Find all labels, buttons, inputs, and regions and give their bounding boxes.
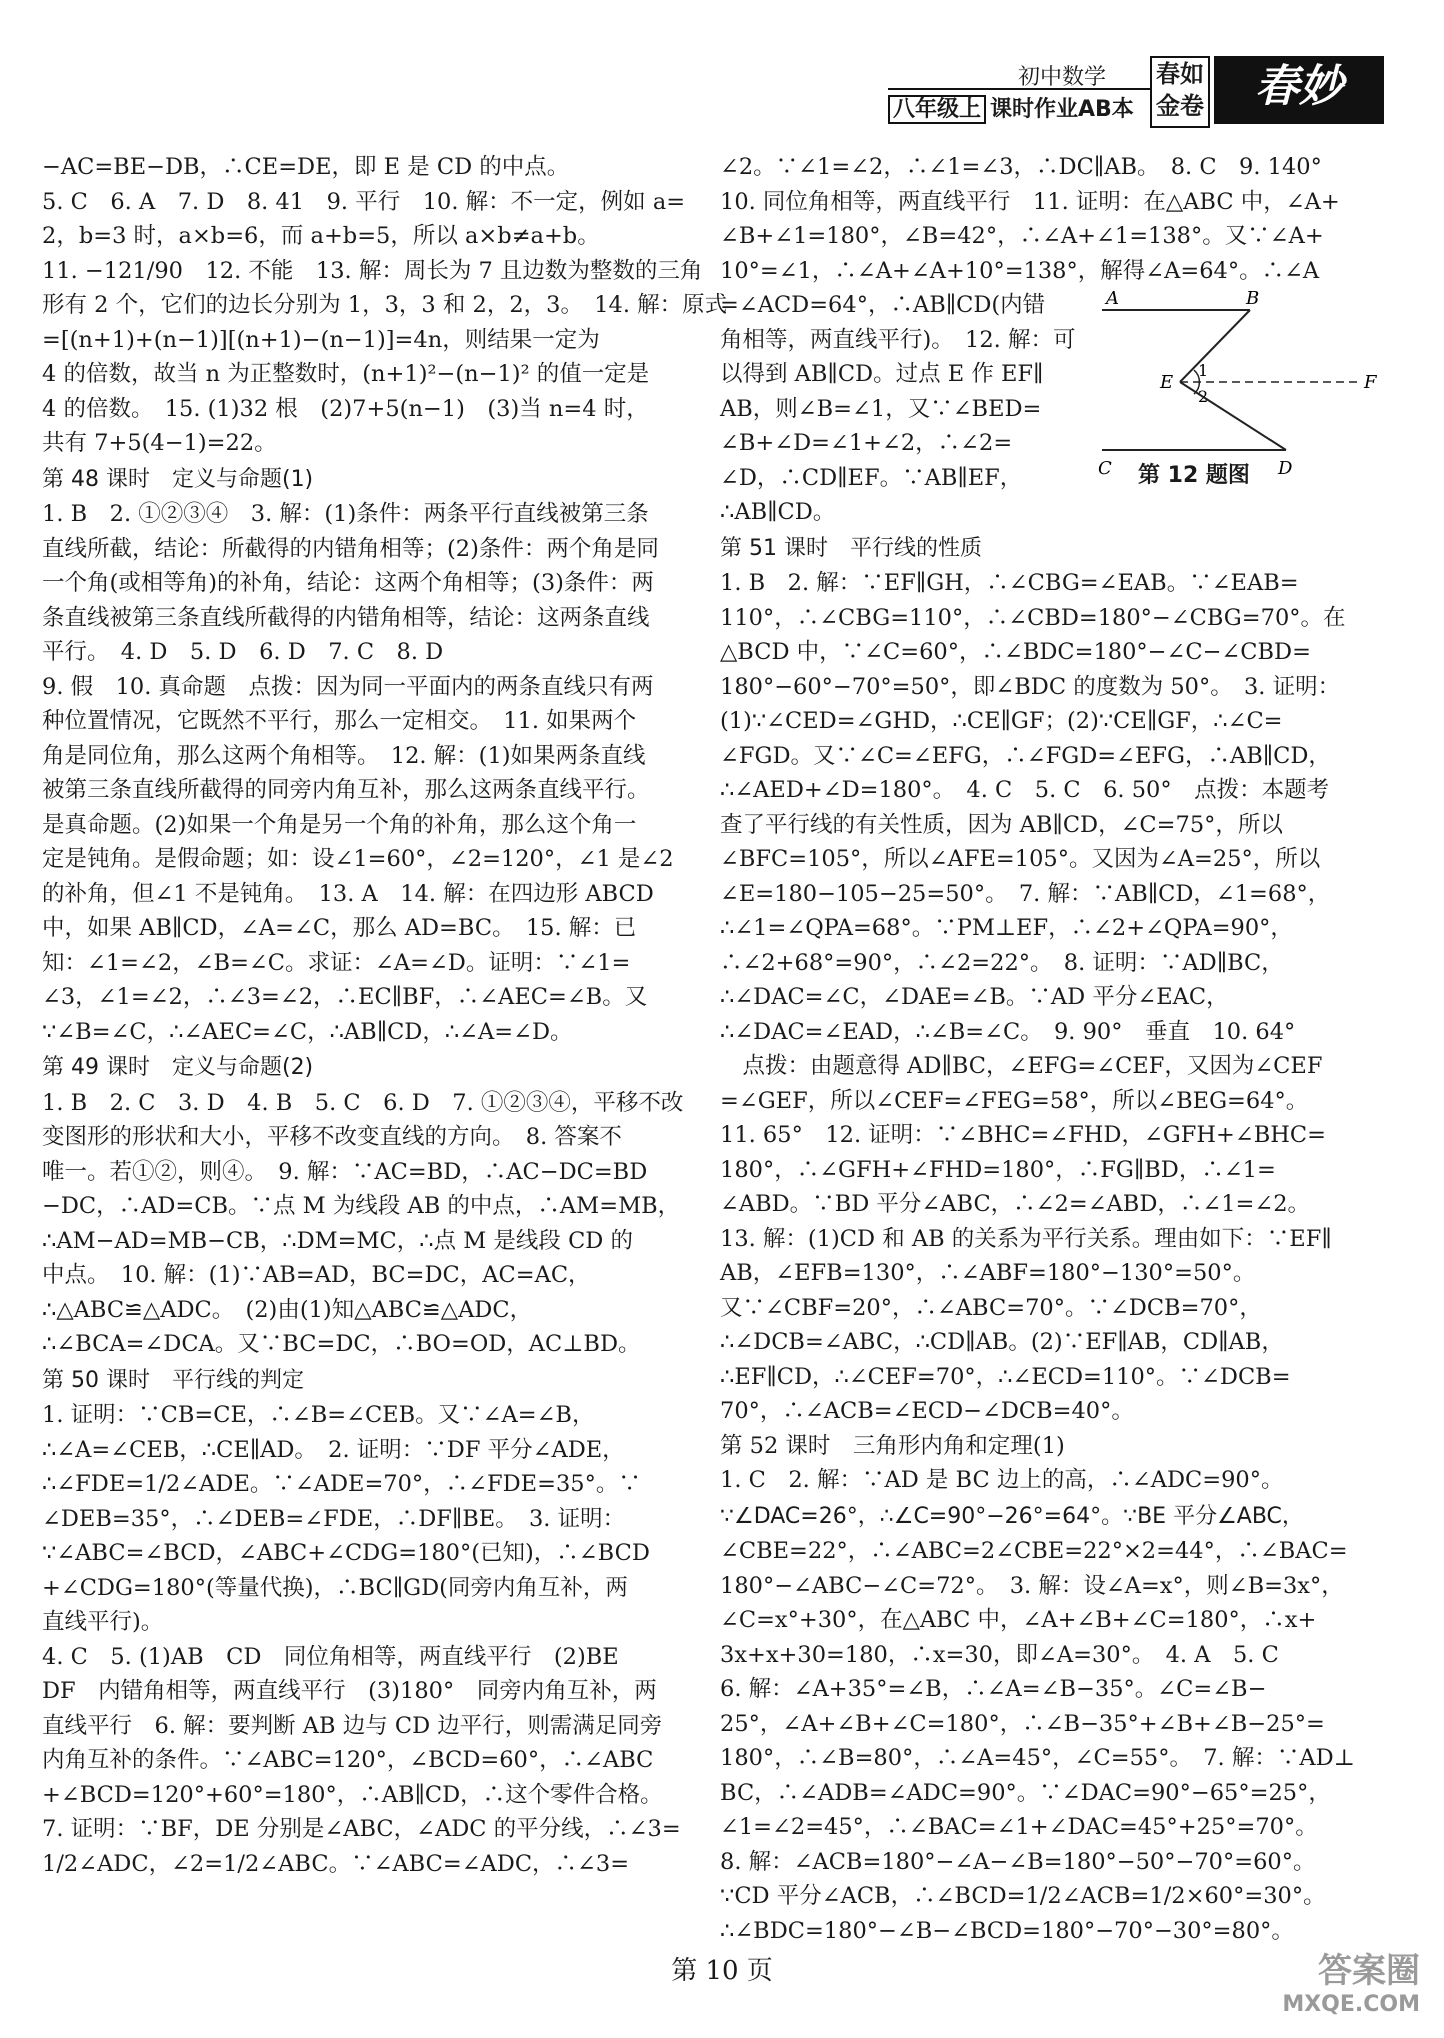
answer-line: 70°，∴∠ACB=∠ECD−∠DCB=40°。 [720,1398,1134,1424]
answer-line: ∴∠BCA=∠DCA。又∵BC=DC，∴BO=OD，AC⊥BD。 [42,1331,641,1357]
answer-line: BC，∴∠ADB=∠ADC=90°。∵∠DAC=90°−65°=25°， [720,1779,1331,1806]
label-c: C [1098,458,1112,479]
answer-line: ∴∠AED+∠D=180°。 4. C 5. C 6. 50° 点拨：本题考 [720,777,1330,803]
answer-line: 平行。 4. D 5. D 6. D 7. C 8. D [42,639,444,665]
answer-line: 180°−60°−70°=50°，即∠BDC 的度数为 50°。 3. 证明： [720,673,1341,700]
answer-line: 1. B 2. C 3. D 4. B 5. C 6. D 7. ①②③④，平移不改 [42,1089,684,1116]
answer-line: 1. B 2. 解：∵EF∥GH，∴∠CBG=∠EAB。∵∠EAB= [720,570,1299,596]
watermark [1170,1951,1420,2024]
answer-line: 直线所截，结论：所截得的内错角相等；(2)条件：两个角是同 [42,535,659,562]
answer-line: (1)∵∠CED=∠GHD，∴CE∥GF；(2)∵CE∥GF，∴∠C= [720,708,1283,734]
answer-line: 直线平行 6. 解：要判断 AB 边与 CD 边平行，则需满足同旁 [42,1712,663,1739]
header-series [888,92,1134,123]
answer-line: 被第三条直线所截得的同旁内角互补，那么这两条直线平行。 [42,777,650,803]
section-heading: 第 48 课时 定义与命题(1) [42,466,314,492]
answer-line: 变图形的形状和大小，平移不改变直线的方向。 8. 答案不 [42,1124,622,1150]
answer-line: 7. 证明：∵BF，DE 分别是∠ABC，∠ADC 的平分线，∴∠3= [42,1816,681,1842]
answer-line: ∠B+∠1=180°，∠B=42°，∴∠A+∠1=138°。又∵∠A+ [720,223,1324,249]
label-f: F [1364,372,1377,393]
answer-line: 种位置情况，它既然不平行，那么一定相交。 11. 如果两个 [42,708,637,734]
answer-line: ∠2。∵∠1=∠2，∴∠1=∠3，∴DC∥AB。 8. C 9. 140° [720,154,1322,180]
answer-line: 10. 同位角相等，两直线平行 11. 证明：在△ABC 中，∠A+ [720,188,1340,215]
header-divider [888,88,1150,90]
answer-line: −AC=BE−DB，∴CE=DE，即 E 是 CD 的中点。 [42,154,570,180]
figure-caption: 第 12 题图 [1138,463,1250,488]
answer-line: ∴△ABC≌△ADC。 (2)由(1)知△ABC≌△ADC， [42,1296,533,1323]
answer-line: 定是钝角。是假命题；如：设∠1=60°，∠2=120°，∠1 是∠2 [42,846,674,872]
label-b: B [1246,290,1260,309]
answer-line: 一个角(或相等角)的补角，结论：这两个角相等；(3)条件：两 [42,570,654,596]
answer-line: 4 的倍数。 15. (1)32 根 (2)7+5(n−1) (3)当 n=4 时， [42,395,649,422]
answer-line: 中，如果 AB∥CD，∠A=∠C，那么 AD=BC。 15. 解：已 [42,915,637,941]
answer-line: 共有 7+5(4−1)=22。 [42,430,277,456]
answer-line: ∴∠1=∠QPA=68°。∵PM⊥EF，∴∠2+∠QPA=90°， [720,915,1293,941]
answer-line: 4. C 5. (1)AB CD 同位角相等，两直线平行 (2)BE [42,1643,619,1670]
answer-line: ∠BFC=105°，所以∠AFE=105°。又因为∠A=25°，所以 [720,846,1321,872]
answer-line: =∠GEF，所以∠CEF=∠FEG=58°，所以∠BEG=64°。 [720,1087,1309,1114]
page-number: 第 10 页 [671,1956,773,1986]
answer-line: 8. 解：∠ACB=180°−∠A−∠B=180°−50°−70°=60°。 [720,1848,1316,1875]
answer-line: 唯一。若①②，则④。 9. 解：∵AC=BD，∴AC−DC=BD [42,1158,648,1185]
answer-line: 1/2∠ADC，∠2=1/2∠ABC。∵∠ABC=∠ADC，∴∠3= [42,1850,630,1877]
answer-line: 直线平行)。 [42,1609,164,1635]
answer-line: 2，b=3 时，a×b=6，而 a+b=5，所以 a×b≠a+b。 [42,223,600,249]
answer-line: 以得到 AB∥CD。过点 E 作 EF∥ [720,361,1044,387]
header-subject: 初中数学 [1018,65,1107,90]
answer-line: 180°，∴∠B=80°，∴∠A=45°，∠C=55°。 7. 解：∵AD⊥ [720,1745,1355,1771]
answer-line: 13. 解：(1)CD 和 AB 的关系为平行关系。理由如下：∵EF∥ [720,1225,1332,1252]
watermark-line2: MXQE.COM [1282,1992,1420,2017]
header-grade-badge: 八年级上 [888,95,986,124]
answer-line: 180°，∴∠GFH+∠FHD=180°，∴FG∥BD，∴∠1= [720,1156,1276,1183]
answer-line: 查了平行线的有关性质，因为 AB∥CD，∠C=75°，所以 [720,811,1283,838]
answer-line: 11. 65° 12. 证明：∵∠BHC=∠FHD，∠GFH+∠BHC= [720,1122,1326,1148]
answer-line: =[(n+1)+(n−1)][(n+1)−(n−1)]=4n，则结果一定为 [42,326,600,353]
answer-line: 11. −121/90 12. 不能 13. 解：周长为 7 且边数为整数的三角 [42,257,703,284]
answer-line: ∠C=x°+30°，在△ABC 中，∠A+∠B+∠C=180°，∴x+ [720,1607,1317,1633]
answer-line: AB，则∠B=∠1，又∵∠BED= [720,395,1042,422]
answer-line: +∠BCD=120°+60°=180°，∴AB∥CD，∴这个零件合格。 [42,1781,663,1808]
label-2: 2 [1198,387,1209,406]
watermark-line1: 答案圈 [1318,1951,1420,1991]
left-column [42,150,728,1881]
answer-line: ∠ABD。∵BD 平分∠ABC，∴∠2=∠ABD，∴∠1=∠2。 [720,1191,1311,1217]
page-header [888,0,1408,130]
answer-line: 1. C 2. 解：∵AD 是 BC 边上的高，∴∠ADC=90°。 [720,1467,1284,1493]
answer-line: ∵CD 平分∠ACB，∴∠BCD=1/2∠ACB=1/2×60°=30°。 [720,1883,1326,1909]
answer-line: 110°，∴∠CBG=110°，∴∠CBD=180°−∠CBG=70°。在 [720,604,1346,631]
section-heading: ∵∠DAC=26°，∴∠C=90°−26°=64°。∵BE 平分∠ABC， [720,1503,1304,1529]
answer-line: 10°=∠1，∴∠A+∠A+10°=138°，解得∠A=64°。∴∠A [720,257,1320,284]
answer-line: 角是同位角，那么这两个角相等。 12. 解：(1)如果两条直线 [42,742,646,769]
header-series-title: 课时作业AB本 [990,97,1134,122]
answer-line: 中点。 10. 解：(1)∵AB=AD，BC=DC，AC=AC， [42,1262,591,1288]
answer-line: 4 的倍数，故当 n 为正整数时，(n+1)²−(n−1)² 的值一定是 [42,361,650,387]
answer-line: 25°，∠A+∠B+∠C=180°，∴∠B−35°+∠B+∠B−25°= [720,1710,1325,1737]
section-heading: 第 49 课时 定义与命题(2) [42,1055,314,1080]
answer-line: 又∵∠CBF=20°，∴∠ABC=70°。∵∠DCB=70°， [720,1294,1262,1321]
segment-be [1180,310,1250,382]
answer-line: 是真命题。(2)如果一个角是另一个角的补角，那么这个角一 [42,811,637,838]
answer-line: ∠DEB=35°，∴∠DEB=∠FDE，∴DF∥BE。 3. 证明： [42,1505,626,1532]
answer-line: 条直线被第三条直线所截得的内错角相等，结论：这两条直线 [42,604,650,631]
answer-line: ∴∠DCB=∠ABC，∴CD∥AB。(2)∵EF∥AB，CD∥AB， [720,1329,1284,1355]
answer-line: △BCD 中，∵∠C=60°，∴∠BDC=180°−∠C−∠CBD= [720,639,1311,665]
answer-line: 内角互补的条件。∵∠ABC=120°，∠BCD=60°，∴∠ABC [42,1747,654,1773]
answer-line: ∴∠2+68°=90°，∴∠2=22°。 8. 证明：∵AD∥BC， [720,949,1284,976]
section-heading: 第 51 课时 平行线的性质 [720,535,982,561]
label-a: A [1106,290,1119,309]
answer-line: +∠CDG=180°(等量代换)，∴BC∥GD(同旁内角互补，两 [42,1574,628,1601]
answer-line: 1. 证明：∵CB=CE，∴∠B=∠CEB。又∵∠A=∠B， [42,1402,595,1428]
answer-line: 角相等，两直线平行)。 12. 解：可 [720,326,1076,353]
brand-bottom: 金卷 [1156,92,1204,120]
answer-line: 3x+x+30=180，∴x=30，即∠A=30°。 4. A 5. C [720,1641,1279,1668]
label-1: 1 [1198,361,1209,380]
answer-line: ∠3，∠1=∠2，∴∠3=∠2，∴EC∥BF，∴∠AEC=∠B。又 [42,984,648,1010]
answer-line: 180°−∠ABC−∠C=72°。 3. 解：设∠A=x°，则∠B=3x°， [720,1572,1344,1599]
answer-line: DF 内错角相等，两直线平行 (3)180° 同旁内角互补，两 [42,1678,657,1704]
answer-line: ∠E=180−105−25=50°。 7. 解：∵AB∥CD，∠1=68°， [720,880,1331,907]
answer-line: ∵∠B=∠C，∴∠AEC=∠C，∴AB∥CD，∴∠A=∠D。 [42,1018,573,1045]
answer-line: 点拨：由题意得 AD∥BC，∠EFG=∠CEF，又因为∠CEF [720,1053,1323,1079]
answer-line: −DC，∴AD=CB。∵点 M 为线段 AB 的中点，∴AM=MB， [42,1193,681,1219]
section-heading: 第 50 课时 平行线的判定 [42,1367,304,1393]
answer-line: ∴AB∥CD。 [720,499,836,525]
answer-line: ∠D，∴CD∥EF。∵AB∥EF， [720,464,1023,491]
answer-line: ∴∠BDC=180°−∠B−∠BCD=180°−70°−30°=80°。 [720,1917,1294,1944]
answer-line: ∵∠ABC=∠BCD，∠ABC+∠CDG=180°(已知)，∴∠BCD [42,1540,650,1566]
answer-line: 知：∠1=∠2，∠B=∠C。求证：∠A=∠D。证明：∵∠1= [42,949,631,976]
answer-line: 形有 2 个，它们的边长分别为 1，3，3 和 2，2，3。 14. 解：原式 [42,292,728,318]
answer-line: =∠ACD=64°，∴AB∥CD(内错 [720,292,1046,318]
label-d: D [1278,458,1293,479]
answer-line: ∴AM−AD=MB−CB，∴DM=MC，∴点 M 是线段 CD 的 [42,1227,633,1254]
answer-line: 的补角，但∠1 不是钝角。 13. A 14. 解：在四边形 ABCD [42,880,654,907]
answer-line: ∴∠FDE=1/2∠ADE。∵∠ADE=70°，∴∠FDE=35°。∵ [42,1471,641,1497]
header-brand-box [1150,56,1210,128]
answer-line: ∠B+∠D=∠1+∠2，∴∠2= [720,430,1013,456]
answer-line: 5. C 6. A 7. D 8. 41 9. 平行 10. 解：不一定，例如 a= [42,188,686,215]
answer-line: ∠FGD。又∵∠C=∠EFG，∴∠FGD=∠EFG，∴AB∥CD， [720,742,1331,769]
label-e: E [1160,372,1174,393]
answer-line: 9. 假 10. 真命题 点拨：因为同一平面内的两条直线只有两 [42,673,654,700]
answer-line: ∴∠DAC=∠C，∠DAE=∠B。∵AD 平分∠EAC， [720,984,1229,1010]
answer-line: ∠CBE=22°，∴∠ABC=2∠CBE=22°×2=44°，∴∠BAC= [720,1538,1348,1564]
answer-line: ∴∠DAC=∠EAD，∴∠B=∠C。 9. 90° 垂直 10. 64° [720,1018,1296,1045]
answer-line: ∴∠A=∠CEB，∴CE∥AD。 2. 证明：∵DF 平分∠ADE， [42,1436,625,1463]
answer-line: AB，∠EFB=130°，∴∠ABF=180°−130°=50°。 [720,1260,1256,1286]
answer-line: 6. 解：∠A+35°=∠B，∴∠A=∠B−35°。∠C=∠B− [720,1676,1267,1702]
answer-line: ∠1=∠2=45°，∴∠BAC=∠1+∠DAC=45°+25°=70°。 [720,1814,1318,1840]
answer-line: ∴EF∥CD，∴∠CEF=70°，∴∠ECD=110°。∵∠DCB= [720,1363,1291,1390]
answer-line: 第 52 课时 三角形内角和定理(1) [720,1432,1065,1459]
brand-logo: 春妙 [1214,56,1384,124]
answer-line: 1. B 2. ①②③④ 3. 解：(1)条件：两条平行直线被第三条 [42,501,649,527]
brand-top: 春如 [1156,60,1204,88]
